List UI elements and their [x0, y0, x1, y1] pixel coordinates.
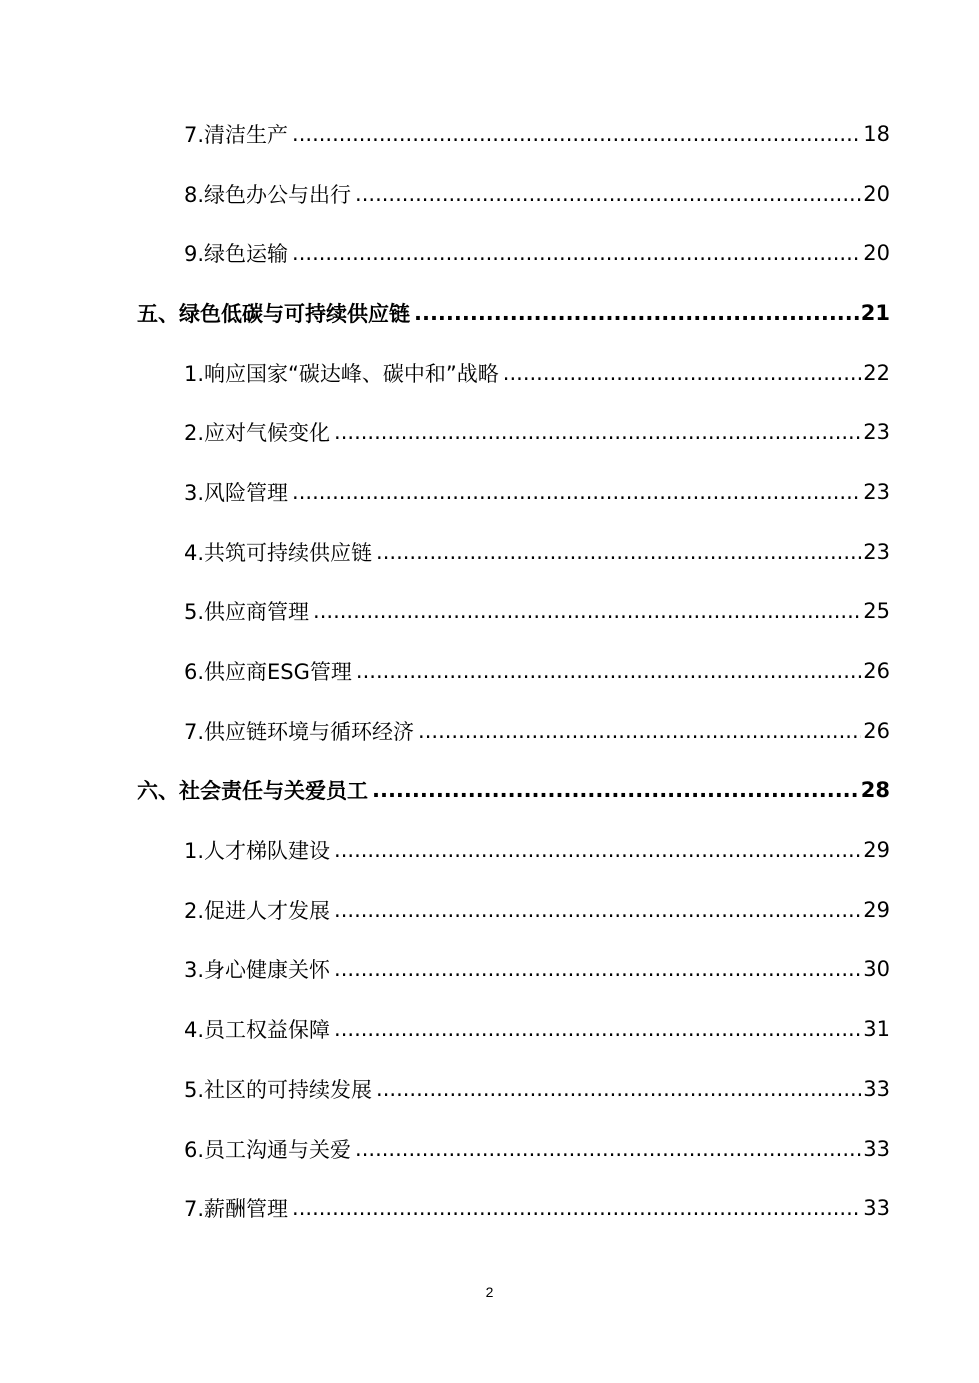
toc-entry-title: 6.供应商ESG管理	[184, 660, 352, 685]
toc-dot-leader	[503, 361, 861, 385]
toc-entry[interactable]	[0, 880, 979, 940]
toc-entry-page: 26	[863, 718, 890, 743]
toc-entry-page: 20	[863, 181, 890, 206]
toc-entry[interactable]	[0, 1059, 979, 1119]
toc-entry-title: 8.绿色办公与出行	[184, 182, 352, 207]
toc-entry-page: 23	[863, 479, 890, 504]
toc-entry-page: 33	[863, 1196, 890, 1221]
toc-dot-leader	[292, 122, 861, 146]
toc-entry[interactable]	[0, 522, 979, 582]
toc-entry[interactable]	[0, 462, 979, 522]
toc-dot-leader	[334, 838, 861, 862]
toc-dot-leader	[334, 957, 861, 981]
toc-section-page: 21	[860, 300, 890, 325]
toc-entry[interactable]	[0, 1119, 979, 1179]
toc-entry-page: 18	[863, 121, 890, 146]
toc-entry-title: 3.风险管理	[184, 480, 289, 505]
toc-dot-leader	[334, 420, 861, 444]
toc-dot-leader	[313, 599, 861, 623]
toc-entry[interactable]	[0, 641, 979, 701]
toc-entry-page: 25	[863, 599, 890, 624]
toc-entry-page: 26	[863, 659, 890, 684]
toc-dot-leader	[292, 1196, 861, 1220]
toc-entry[interactable]	[0, 701, 979, 761]
toc-entry-page: 29	[863, 897, 890, 922]
toc-entry-page: 23	[863, 420, 890, 445]
toc-entry-title: 1.响应国家“碳达峰、碳中和”战略	[184, 361, 499, 386]
toc-entry-title: 9.绿色运输	[184, 242, 289, 267]
toc-entry-title: 1.人才梯队建设	[184, 839, 331, 864]
toc-entry-title: 7.清洁生产	[184, 122, 289, 147]
toc-section-heading[interactable]	[0, 761, 979, 821]
toc-entry-page: 22	[863, 360, 890, 385]
toc-entry-title: 6.员工沟通与关爱	[184, 1137, 352, 1162]
toc-entry-title: 4.共筑可持续供应链	[184, 540, 373, 565]
toc-dot-leader	[292, 480, 861, 504]
toc-section-title: 五、绿色低碳与可持续供应链	[137, 301, 410, 326]
toc-entry-page: 29	[863, 838, 890, 863]
toc-entry[interactable]	[0, 343, 979, 403]
toc-entry-title: 2.促进人才发展	[184, 898, 331, 923]
toc-section-heading[interactable]	[0, 283, 979, 343]
toc-entry[interactable]	[0, 582, 979, 642]
toc-entry-title: 7.供应链环境与循环经济	[184, 719, 415, 744]
toc-entry-page: 30	[863, 957, 890, 982]
table-of-contents	[0, 104, 979, 1238]
toc-entry-title: 3.身心健康关怀	[184, 958, 331, 983]
toc-dot-leader	[372, 778, 859, 802]
toc-section-page: 28	[860, 778, 890, 803]
toc-dot-leader	[376, 540, 861, 564]
toc-dot-leader	[356, 659, 861, 683]
toc-dot-leader	[292, 241, 861, 265]
page-number: 2	[485, 1284, 494, 1300]
toc-dot-leader	[418, 719, 861, 743]
toc-entry-page: 33	[863, 1076, 890, 1101]
toc-section-title: 六、社会责任与关爱员工	[137, 779, 368, 804]
toc-entry[interactable]	[0, 1178, 979, 1238]
toc-entry[interactable]	[0, 164, 979, 224]
toc-dot-leader	[334, 1017, 861, 1041]
toc-entry-title: 4.员工权益保障	[184, 1018, 331, 1043]
toc-dot-leader	[355, 182, 861, 206]
toc-entry[interactable]	[0, 104, 979, 164]
toc-entry-title: 7.薪酬管理	[184, 1197, 289, 1222]
toc-dot-leader	[414, 301, 859, 325]
toc-entry-page: 33	[863, 1136, 890, 1161]
toc-dot-leader	[355, 1137, 861, 1161]
toc-entry[interactable]	[0, 940, 979, 1000]
toc-entry-title: 2.应对气候变化	[184, 421, 331, 446]
toc-entry-page: 20	[863, 241, 890, 266]
toc-entry-title: 5.社区的可持续发展	[184, 1077, 373, 1102]
toc-entry[interactable]	[0, 999, 979, 1059]
toc-entry[interactable]	[0, 223, 979, 283]
toc-entry[interactable]	[0, 402, 979, 462]
toc-dot-leader	[376, 1077, 861, 1101]
toc-entry-title: 5.供应商管理	[184, 600, 310, 625]
toc-entry-page: 31	[863, 1017, 890, 1042]
toc-dot-leader	[334, 898, 861, 922]
toc-entry-page: 23	[863, 539, 890, 564]
toc-entry[interactable]	[0, 820, 979, 880]
